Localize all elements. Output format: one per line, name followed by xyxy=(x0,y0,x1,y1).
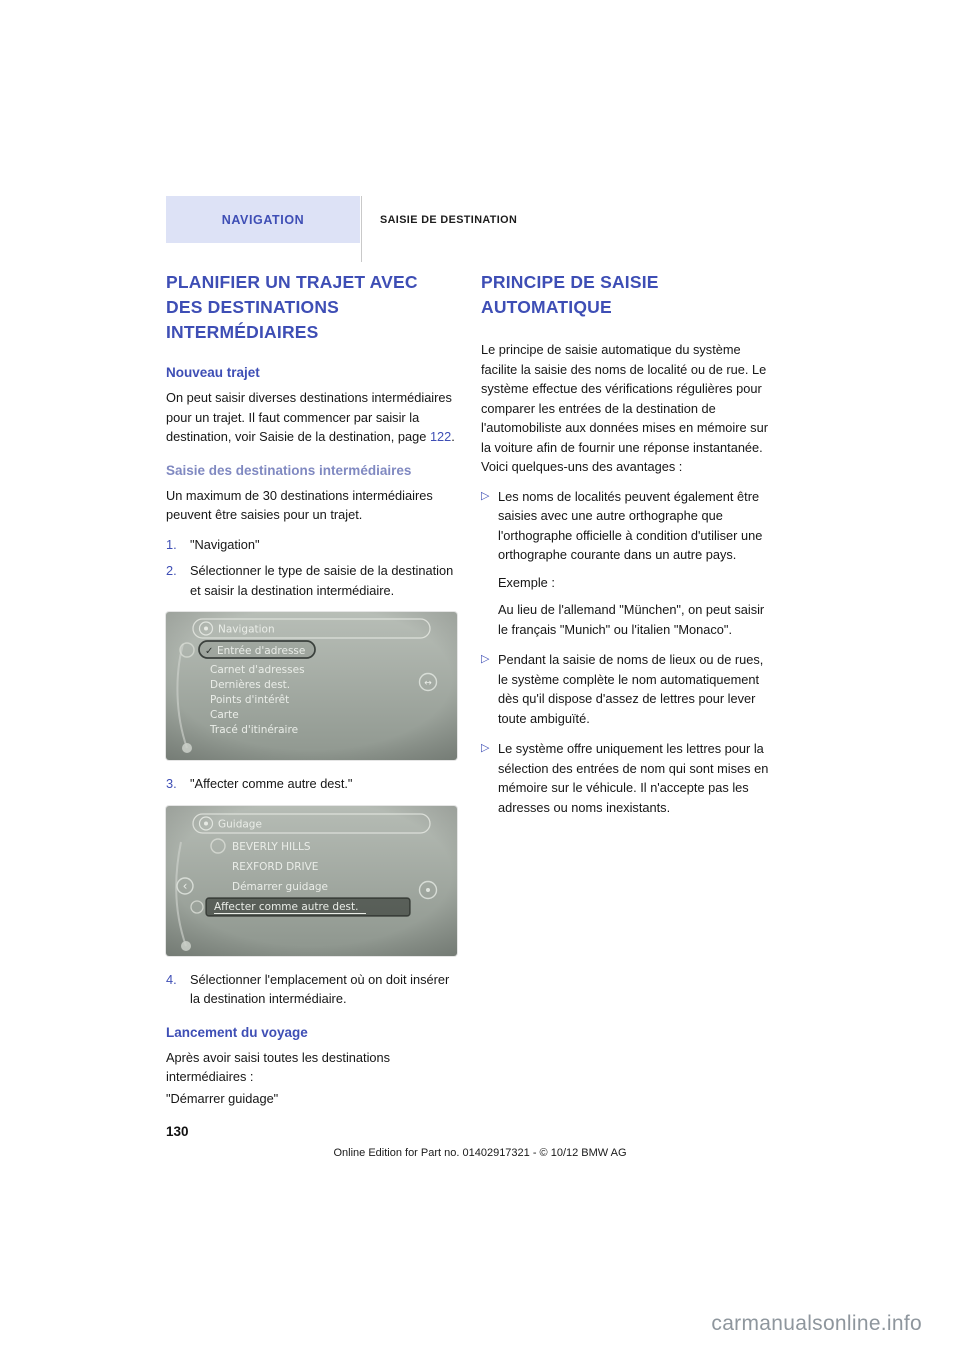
menu-item: BEVERLY HILLS xyxy=(232,840,311,853)
triangle-bullet-icon: ▷ xyxy=(481,489,490,502)
heading-saisie-intermediaires: Saisie des destinations intermédiaires xyxy=(166,462,412,478)
heading-nouveau-trajet: Nouveau trajet xyxy=(166,365,260,380)
bullet-example-text: Au lieu de l'allemand "München", on peut saisir le français "Munich" ou l'italien "Monaco". xyxy=(498,602,765,637)
screen-scroll-knob xyxy=(182,743,192,753)
screen-selected-item xyxy=(199,641,315,658)
step-1 xyxy=(166,535,457,555)
left-title: PLANIFIER UN TRAJET AVEC DES DESTINATIONS INTERMÉDIAIRES xyxy=(166,272,418,342)
step-text: "Navigation" xyxy=(190,536,260,552)
bullet-text: Les noms de localités peuvent également être saisies avec une autre orthographe que l'orthographe officielle à condition d'utiliser une orthographe courante dans un autre pays. xyxy=(498,488,763,562)
bullet-example-label: Exemple : xyxy=(498,574,555,590)
bullet-item-2 xyxy=(481,650,773,728)
menu-item: Tracé d'itinéraire xyxy=(210,724,299,736)
screenshot-navigation-menu xyxy=(166,612,457,760)
screen-title: Navigation xyxy=(218,623,275,636)
section-label: SAISIE DE DESTINATION xyxy=(380,213,518,226)
step-4 xyxy=(166,970,457,1009)
page-122-link[interactable]: 122 xyxy=(429,429,452,444)
step-2 xyxy=(166,561,457,600)
guidage-menu-image xyxy=(166,806,457,956)
check-icon: ✓ xyxy=(205,646,214,657)
guidage-menu-icon-dot xyxy=(204,821,208,825)
step-text: Sélectionner l'emplacement où on doit insérer la destination intermédiaire. xyxy=(190,971,450,1006)
bullet-body xyxy=(498,487,773,640)
paragraph-nouveau-trajet xyxy=(166,388,457,447)
bullet-item-3 xyxy=(481,739,773,817)
menu-item: Démarrer guidage xyxy=(232,880,329,893)
right-column xyxy=(481,270,773,828)
paragraph-saisie-intro: Un maximum de 30 destinations intermédiaires peuvent être saisies pour un trajet. xyxy=(166,487,433,522)
step-text: "Affecter comme autre dest." xyxy=(190,776,353,791)
menu-item: Carnet d'adresses xyxy=(210,664,305,676)
step-number: 4. xyxy=(166,971,177,987)
menu-item-selected: Entrée d'adresse xyxy=(217,645,306,657)
step-number: 1. xyxy=(166,536,177,552)
step-number: 2. xyxy=(166,563,177,578)
menu-item: Carte xyxy=(210,709,239,721)
triangle-bullet-icon: ▷ xyxy=(481,653,490,665)
watermark: carmanualsonline.info xyxy=(711,1312,922,1335)
bullet-item-1 xyxy=(481,487,773,640)
knob-arrows-icon: ↔ xyxy=(424,678,432,689)
menu-item: Dernières dest. xyxy=(210,679,291,691)
right-title: PRINCIPE DE SAISIE AUTOMATIQUE xyxy=(481,272,659,317)
menu-item: Points d'intérêt xyxy=(210,694,290,706)
screen-selected-item xyxy=(191,898,410,916)
heading-lancement: Lancement du voyage xyxy=(166,1024,308,1040)
controller-knob-dot xyxy=(426,888,430,892)
paragraph-lancement-2: "Démarrer guidage" xyxy=(166,1090,279,1106)
chapter-label: NAVIGATION xyxy=(221,212,305,227)
triangle-bullet-icon: ▷ xyxy=(481,742,490,754)
menu-item-selected: Affecter comme autre dest. xyxy=(214,900,359,913)
bullet-text: Pendant la saisie de noms de lieux ou de rues, le système complète le nom automatiquement dès qu'il dispose d'assez de lettres pour lever toute ambiguïté. xyxy=(498,652,764,726)
chapter-tab xyxy=(166,196,360,243)
step-3 xyxy=(166,774,457,794)
step-text: Sélectionner le type de saisie de la destination et saisir la destination intermédiaire. xyxy=(190,563,454,598)
screen-title: Guidage xyxy=(218,818,262,830)
paragraph-principe-intro: Le principe de saisie automatique du système facilite la saisie des noms de localité ou de rue. Le système effectue des vérifications régulières pour comparer les entrées de la destination de l'automobiliste aux données mises en mémoire sur la voiture afin de fournir une réponse instantanée. Voici quelques-uns des avantages : xyxy=(481,342,768,474)
menu-item: REXFORD DRIVE xyxy=(232,860,319,873)
page-number: 130 xyxy=(166,1124,189,1139)
screenshot-guidage-menu xyxy=(166,806,457,956)
back-arrow-icon: ‹ xyxy=(182,878,188,893)
navigation-menu-icon-dot xyxy=(204,627,208,631)
bullet-body xyxy=(498,650,773,728)
header-divider xyxy=(361,196,362,262)
navigation-menu-image xyxy=(166,612,457,760)
screen-scroll-knob xyxy=(181,941,191,951)
bullet-body xyxy=(498,739,773,817)
paragraph-text: On peut saisir diverses destinations intermédiaires pour un trajet. Il faut commencer par saisir la destination, voir Saisie de la destination, page xyxy=(166,390,452,444)
paragraph-lancement-1: Après avoir saisi toutes les destinations intermédiaires : xyxy=(166,1049,391,1084)
bullet-text: Le système offre uniquement les lettres pour la sélection des entrées de nom qui sont mises en mémoire sur le véhicule. Il n'accepte pas les adresses ou noms inexistants. xyxy=(498,741,769,815)
edition-note: Online Edition for Part no. 01402917321 - © 10/12 BMW AG xyxy=(333,1147,627,1159)
step-number: 3. xyxy=(166,776,177,791)
paragraph-text: . xyxy=(451,429,455,444)
left-column xyxy=(166,270,457,1118)
